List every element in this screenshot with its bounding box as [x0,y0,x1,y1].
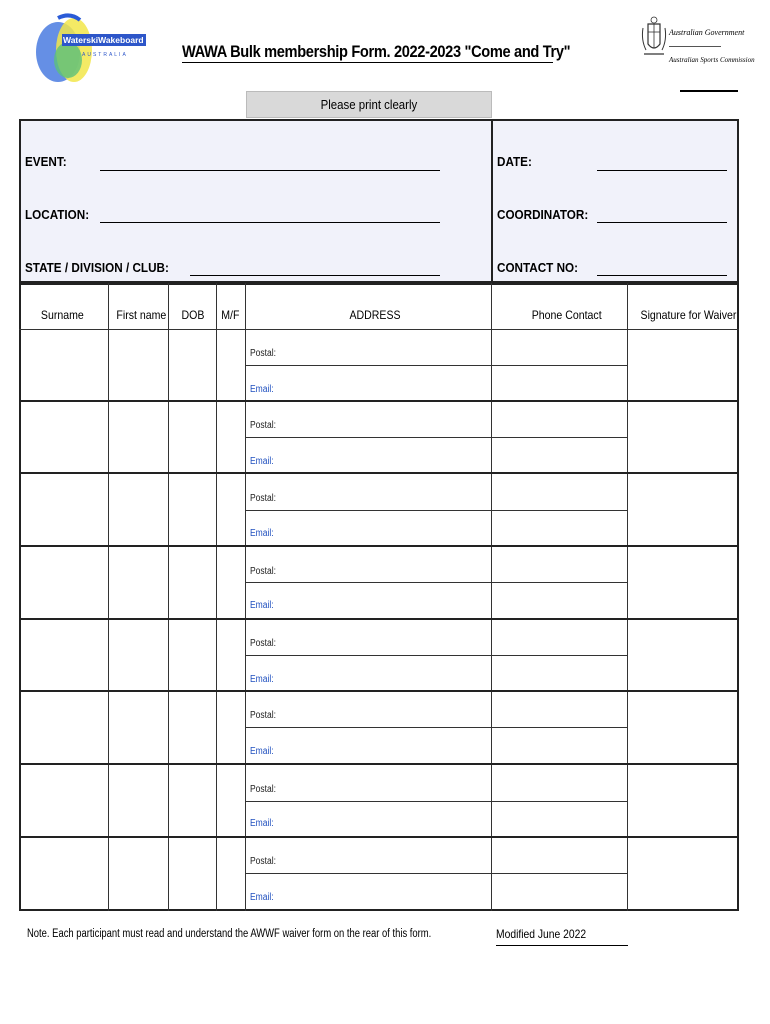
postal-line[interactable] [245,365,628,366]
logo-text: WaterskiWakeboard [63,35,144,45]
event-field[interactable] [100,170,440,171]
email-label: Email: [250,456,274,467]
coat-of-arms-icon [640,14,668,70]
row-divider [19,472,739,474]
col-header-mf: M/F [221,308,240,322]
postal-label: Postal: [250,420,276,431]
modified-date: Modified June 2022 [496,927,587,941]
waiver-note: Note. Each participant must read and understand the AWWF waiver form on the rear of this form. [27,928,432,940]
gov-line-1: Australian Government [669,28,745,37]
row-divider [19,763,739,765]
email-label: Email: [250,746,274,757]
event-info-box [19,119,739,283]
info-divider [491,119,493,283]
email-label: Email: [250,818,274,829]
postal-line[interactable] [245,582,628,583]
location-label: LOCATION: [25,207,90,222]
col-divider [245,283,246,911]
state-division-club-field[interactable] [190,275,440,276]
col-divider [108,283,109,911]
gov-line-2: Australian Sports Commission [669,56,755,64]
col-divider [216,283,217,911]
col-header-address: ADDRESS [349,308,401,322]
postal-line[interactable] [245,801,628,802]
print-clearly-banner [246,91,492,118]
postal-line[interactable] [245,655,628,656]
email-label: Email: [250,674,274,685]
col-header-surname: Surname [40,308,84,322]
coordinator-label: COORDINATOR: [497,207,589,222]
postal-label: Postal: [250,856,276,867]
col-header-signature: Signature for Waiver [640,308,737,322]
email-label: Email: [250,892,274,903]
col-header-first-name: First name [116,308,167,322]
row-divider [19,618,739,620]
postal-label: Postal: [250,638,276,649]
postal-label: Postal: [250,493,276,504]
top-right-rule [680,90,738,92]
postal-label: Postal: [250,784,276,795]
header-bottom-line [19,329,739,330]
email-label: Email: [250,600,274,611]
row-divider [19,836,739,838]
col-header-dob: DOB [181,308,205,322]
col-header-phone: Phone Contact [531,308,602,322]
col-divider [627,283,628,911]
waterski-wakeboard-logo [28,10,148,86]
postal-label: Postal: [250,710,276,721]
form-title: WAWA Bulk membership Form. 2022-2023 "Come and Try" [182,42,571,61]
postal-line[interactable] [245,437,628,438]
postal-label: Postal: [250,566,276,577]
date-label: DATE: [497,154,532,169]
banner-text: Please print clearly [320,97,418,112]
contact-no-label: CONTACT NO: [497,260,579,275]
row-divider [19,400,739,402]
postal-label: Postal: [250,348,276,359]
event-label: EVENT: [25,154,67,169]
col-divider [168,283,169,911]
email-label: Email: [250,384,274,395]
col-divider [491,283,492,911]
email-label: Email: [250,528,274,539]
coordinator-field[interactable] [597,222,727,223]
contact-no-field[interactable] [597,275,727,276]
logo-subtext: AUSTRALIA [82,52,128,58]
location-field[interactable] [100,222,440,223]
participants-table [19,283,739,911]
postal-line[interactable] [245,510,628,511]
postal-line[interactable] [245,727,628,728]
row-divider [19,690,739,692]
gov-divider [669,46,721,47]
row-divider [19,545,739,547]
modified-rule [496,945,628,946]
title-underline [182,62,553,63]
date-field[interactable] [597,170,727,171]
state-division-club-label: STATE / DIVISION / CLUB: [25,260,169,275]
postal-line[interactable] [245,873,628,874]
